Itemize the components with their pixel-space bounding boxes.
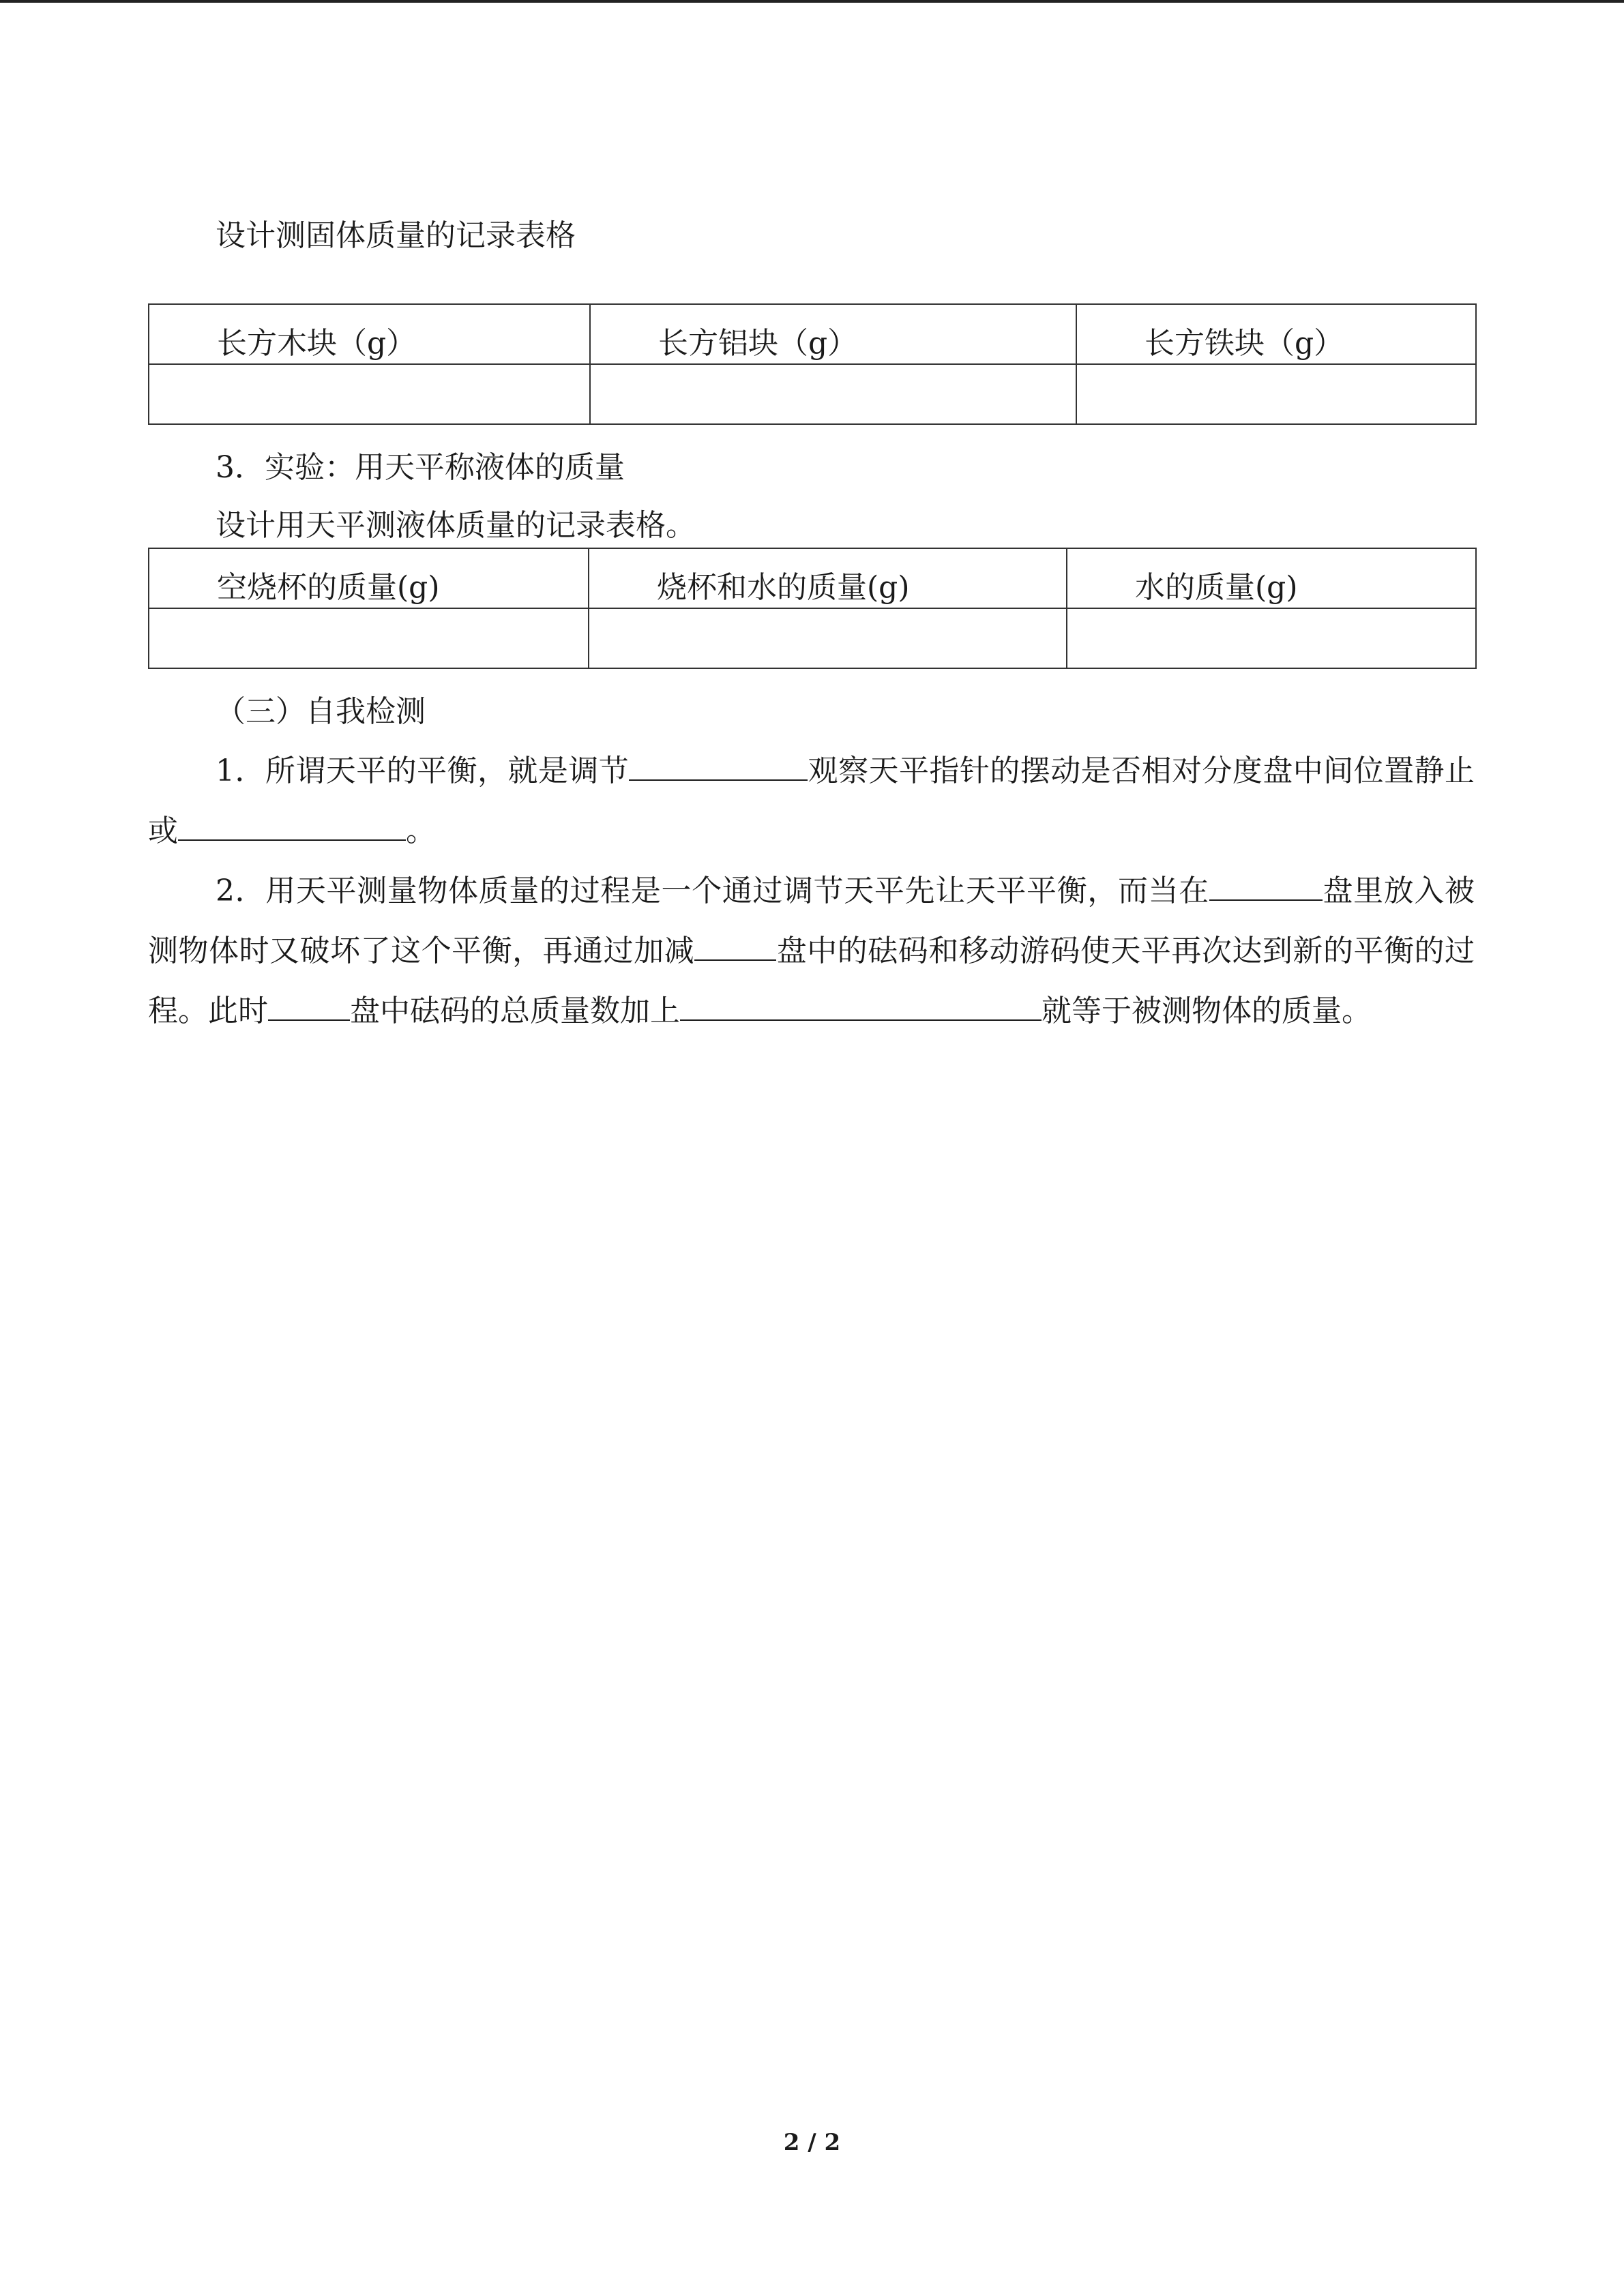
liquid-table-caption: 设计用天平测液体质量的记录表格。 (216, 508, 696, 543)
question-2: 2．用天平测量物体质量的过程是一个通过调节天平先让天平平衡，而当在 盘里放入被测物体时又破坏了这个平衡，再通过加减 盘中的砝码和移动游码使天平再次达到新的平衡的过程。此时 盘中砝码的总质量数加上 就等于被测物体的质量。 (148, 861, 1475, 1041)
page-number: 2 / 2 (783, 2129, 841, 2156)
header-cell: 长方木块（g） (149, 304, 590, 364)
empty-cell[interactable] (149, 608, 589, 668)
answer-blank[interactable] (629, 748, 808, 781)
table-row (149, 364, 1476, 424)
answer-blank[interactable] (178, 808, 406, 841)
solid-table-caption: 设计测固体质量的记录表格 (216, 218, 576, 253)
empty-cell[interactable] (590, 364, 1076, 424)
header-cell: 空烧杯的质量(g) (149, 548, 589, 608)
empty-cell[interactable] (149, 364, 590, 424)
empty-cell[interactable] (589, 608, 1067, 668)
table-header-row (149, 304, 1476, 364)
table-row (149, 608, 1476, 668)
self-check-heading: （三）自我检测 (216, 694, 426, 729)
empty-cell[interactable] (1076, 364, 1476, 424)
empty-cell[interactable] (1067, 608, 1476, 668)
liquid-mass-table (148, 548, 1477, 669)
header-cell: 长方铝块（g） (590, 304, 1076, 364)
answer-blank[interactable] (694, 928, 776, 961)
header-cell: 水的质量(g) (1067, 548, 1476, 608)
answer-blank[interactable] (680, 988, 1042, 1021)
answer-blank[interactable] (1209, 868, 1323, 901)
page-top-border (0, 0, 1624, 3)
experiment-title: 3．实验：用天平称液体的质量 (216, 450, 625, 485)
solid-mass-table (148, 303, 1477, 425)
header-cell: 长方铁块（g） (1076, 304, 1476, 364)
answer-blank[interactable] (268, 988, 350, 1021)
table-header-row (149, 548, 1476, 608)
header-cell: 烧杯和水的质量(g) (589, 548, 1067, 608)
question-1: 1．所谓天平的平衡，就是调节 观察天平指针的摆动是否相对分度盘中间位置静止或 。 (148, 741, 1475, 861)
